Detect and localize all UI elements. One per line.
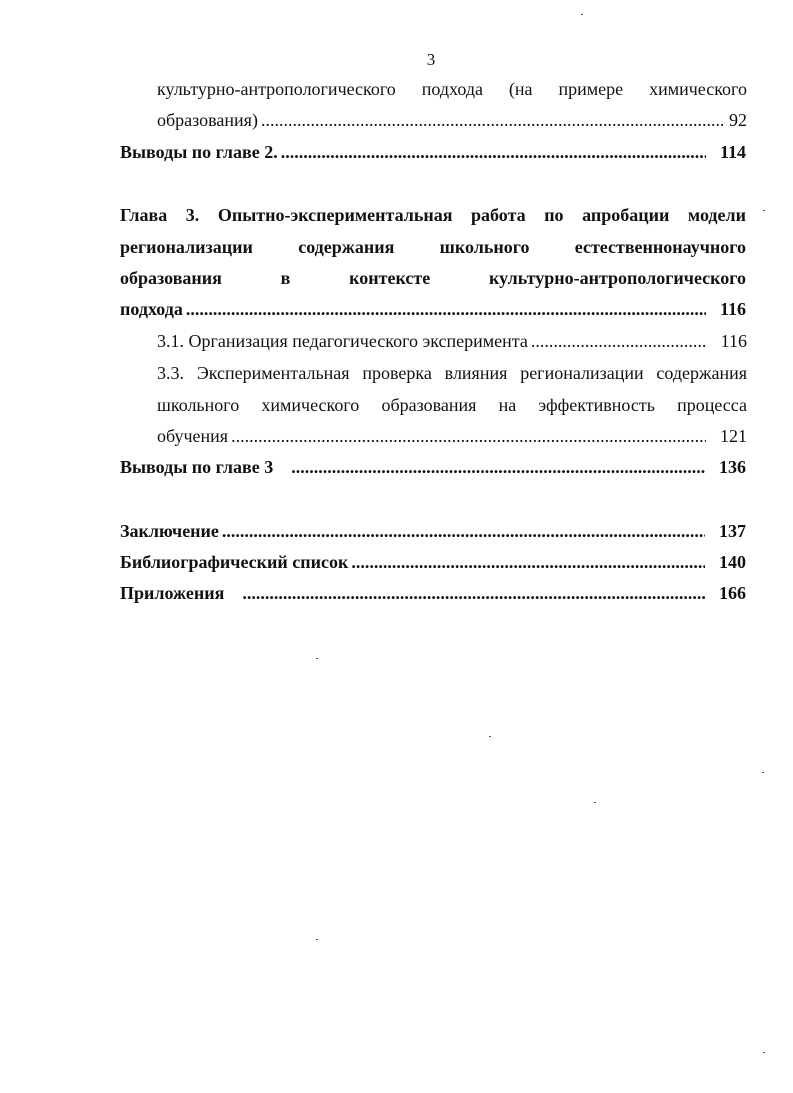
page-number: 3 bbox=[426, 50, 436, 69]
scan-speck bbox=[594, 802, 596, 803]
dot-leader bbox=[183, 298, 706, 320]
toc-page-number: 116 bbox=[720, 331, 747, 351]
toc-section-3-3-row[interactable] bbox=[157, 425, 747, 447]
toc-page-number: 140 bbox=[719, 552, 746, 572]
toc-page-number: 116 bbox=[719, 299, 746, 319]
dot-leader bbox=[224, 582, 705, 604]
toc-summary-chapter-3[interactable] bbox=[120, 456, 746, 478]
toc-entry-title: Выводы по главе 2. bbox=[120, 142, 278, 162]
toc-page-number: 114 bbox=[719, 142, 746, 162]
toc-page-number: 121 bbox=[720, 426, 747, 446]
toc-chapter-3-line: Глава 3. Опытно-экспериментальная работа по апробации модели bbox=[120, 205, 746, 225]
toc-entry-title: подхода bbox=[120, 299, 183, 319]
toc-entry-title: 3.1. Организация педагогического эксперимента bbox=[157, 331, 528, 351]
toc-entry-title: Приложения bbox=[120, 583, 225, 603]
dot-leader bbox=[528, 330, 707, 352]
scan-speck bbox=[763, 210, 765, 211]
toc-entry-title: Выводы по главе 3 bbox=[120, 457, 274, 477]
scan-speck bbox=[316, 939, 318, 940]
toc-appendix[interactable] bbox=[120, 582, 746, 604]
toc-entry-title: обучения bbox=[157, 426, 229, 446]
scan-speck bbox=[763, 1052, 765, 1053]
toc-section-3-3-line: 3.3. Экспериментальная проверка влияния регионализации содержания bbox=[157, 363, 747, 383]
scan-speck bbox=[581, 14, 583, 15]
scan-speck bbox=[762, 772, 764, 773]
dot-leader bbox=[219, 520, 705, 542]
dot-leader bbox=[228, 425, 706, 447]
toc-chapter-3-line: регионализации содержания школьного естественнонаучного bbox=[120, 237, 746, 257]
toc-chapter-3-row[interactable] bbox=[120, 298, 746, 320]
dot-leader bbox=[278, 141, 706, 163]
toc-section-3-1[interactable] bbox=[157, 330, 747, 352]
dot-leader bbox=[258, 109, 723, 131]
toc-conclusion[interactable] bbox=[120, 520, 746, 542]
toc-page-number: 136 bbox=[719, 457, 746, 477]
dot-leader bbox=[273, 456, 705, 478]
toc-entry-row[interactable] bbox=[157, 109, 747, 131]
toc-page-number: 166 bbox=[719, 583, 746, 603]
toc-page-number: 137 bbox=[719, 521, 746, 541]
toc-summary-chapter-2[interactable] bbox=[120, 141, 746, 163]
toc-entry-title: Библиографический список bbox=[120, 552, 349, 572]
dot-leader bbox=[348, 551, 705, 573]
toc-page-number: 92 bbox=[729, 110, 747, 130]
toc-chapter-3-line: образования в контексте культурно-антропологического bbox=[120, 268, 746, 288]
toc-section-3-3-line: школьного химического образования на эффективность процесса bbox=[157, 395, 747, 415]
toc-entry-title: Заключение bbox=[120, 521, 219, 541]
scan-speck bbox=[489, 736, 491, 737]
scan-speck bbox=[316, 658, 318, 659]
toc-bibliography[interactable] bbox=[120, 551, 746, 573]
toc-entry-title: образования) bbox=[157, 110, 258, 130]
toc-entry-line: культурно-антропологического подхода (на примере химического bbox=[157, 79, 747, 99]
